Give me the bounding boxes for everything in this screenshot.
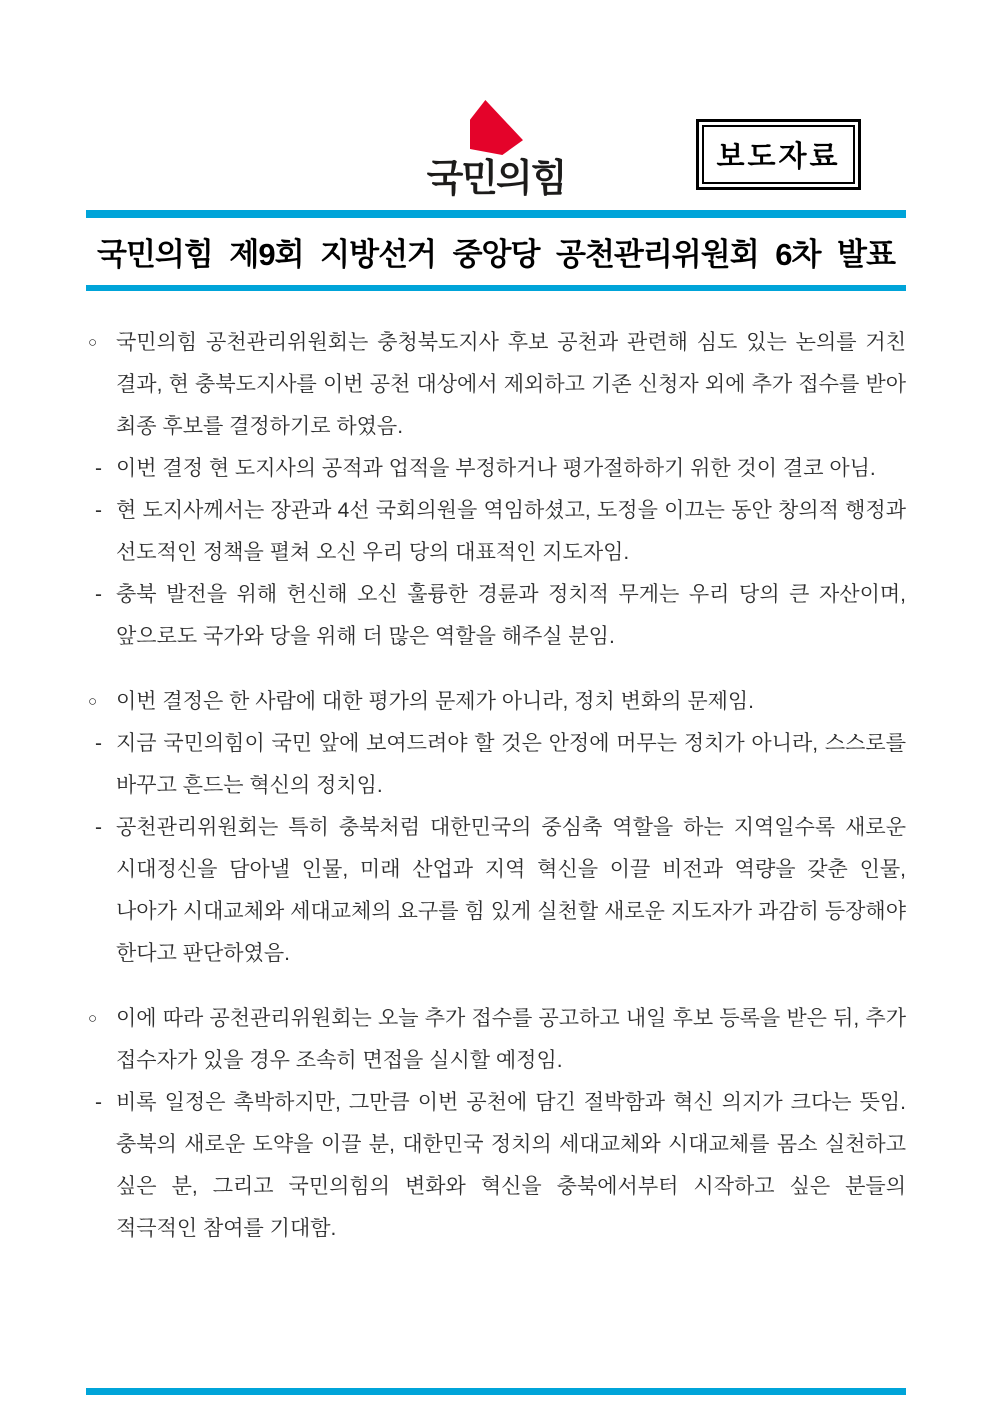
party-symbol-shape bbox=[470, 100, 523, 155]
paragraph bbox=[86, 998, 906, 1082]
bullet-marker: - bbox=[95, 499, 102, 522]
title-rule-top bbox=[86, 210, 906, 218]
title-rule-bottom bbox=[86, 285, 906, 291]
bullet-marker: - bbox=[95, 583, 102, 606]
paragraph-text: 공천관리위원회는 특히 충북처럼 대한민국의 중심축 역할을 하는 지역일수록 새로운 시대정신을 담아낼 인물, 미래 산업과 지역 혁신을 이끌 비전과 역량을 갖춘 인물, 나아가 시대교체와 세대교체의 요구를 힘 있게 실천할 새로운 지도자가 과감히 등장해야 한다고 판단하였음. bbox=[116, 816, 906, 965]
press-release-badge-label: 보도자료 bbox=[702, 125, 855, 184]
page-title: 국민의힘 제9회 지방선거 중앙당 공천관리위원회 6차 발표 bbox=[97, 237, 895, 272]
paragraph-text: 현 도지사께서는 장관과 4선 국회의원을 역임하셨고, 도정을 이끄는 동안 창의적 행정과 선도적인 정책을 펼쳐 오신 우리 당의 대표적인 지도자임. bbox=[116, 499, 906, 564]
press-release-badge bbox=[696, 119, 861, 190]
paragraph bbox=[86, 1082, 906, 1250]
bullet-marker: - bbox=[95, 816, 102, 839]
paragraph-text: 이번 결정 현 도지사의 공적과 업적을 부정하거나 평가절하하기 위한 것이 결코 아님. bbox=[116, 457, 876, 480]
footer-rule bbox=[86, 1388, 906, 1395]
paragraph-text: 이에 따라 공천관리위원회는 오늘 추가 접수를 공고하고 내일 후보 등록을 받은 뒤, 추가 접수자가 있을 경우 조속히 면접을 실시할 예정임. bbox=[116, 1007, 906, 1072]
paragraph-text: 국민의힘 공천관리위원회는 충청북도지사 후보 공천과 관련해 심도 있는 논의를 거친 결과, 현 충북도지사를 이번 공천 대상에서 제외하고 기존 신청자 외에 추가 접수를 받아 최종 후보를 결정하기로 하였음. bbox=[116, 331, 906, 438]
bullet-marker: - bbox=[95, 732, 102, 755]
bullet-marker: ○ bbox=[88, 693, 98, 710]
paragraph-text: 비록 일정은 촉박하지만, 그만큼 이번 공천에 담긴 절박함과 혁신 의지가 크다는 뜻임. 충북의 새로운 도약을 이끌 분, 대한민국 정치의 세대교체와 시대교체를 몸소 실천하고 싶은 분, 그리고 국민의힘의 변화와 혁신을 충북에서부터 시작하고 싶은 분들의 적극적인 참여를 기대함. bbox=[116, 1091, 906, 1240]
party-symbol-icon bbox=[470, 100, 523, 155]
paragraph bbox=[86, 723, 906, 807]
paragraph bbox=[86, 681, 906, 723]
body bbox=[86, 322, 906, 1250]
bullet-marker: - bbox=[95, 457, 102, 480]
paragraph bbox=[86, 807, 906, 975]
paragraph-text: 충북 발전을 위해 헌신해 오신 훌륭한 경륜과 정치적 무게는 우리 당의 큰 자산이며, 앞으로도 국가와 당을 위해 더 많은 역할을 해주실 분임. bbox=[116, 583, 906, 648]
bullet-marker: - bbox=[95, 1091, 102, 1114]
paragraph bbox=[86, 448, 906, 490]
bullet-marker: ○ bbox=[88, 334, 98, 351]
paragraph bbox=[86, 322, 906, 448]
paragraph-text: 이번 결정은 한 사람에 대한 평가의 문제가 아니라, 정치 변화의 문제임. bbox=[116, 690, 755, 713]
paragraph-text: 지금 국민의힘이 국민 앞에 보여드려야 할 것은 안정에 머무는 정치가 아니라, 스스로를 바꾸고 흔드는 혁신의 정치임. bbox=[116, 732, 906, 797]
paragraph bbox=[86, 574, 906, 658]
paragraph bbox=[86, 490, 906, 574]
party-wordmark: 국민의힘 bbox=[426, 158, 566, 200]
bullet-marker: ○ bbox=[88, 1010, 98, 1027]
